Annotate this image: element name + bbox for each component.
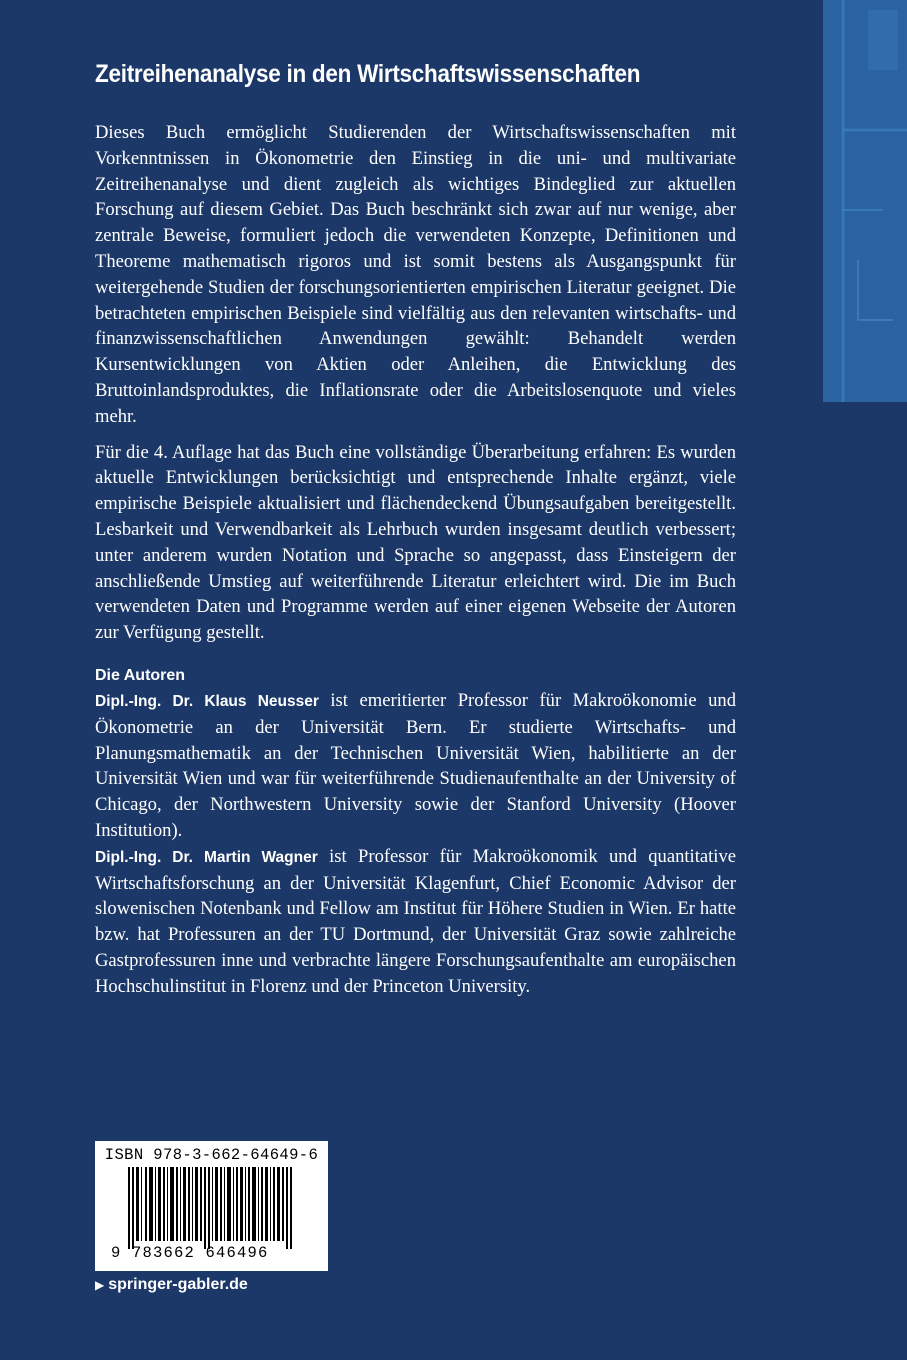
blurb bbox=[95, 120, 736, 1000]
author-name: Dipl.-Ing. Dr. Martin Wagner bbox=[95, 848, 318, 866]
authors-heading: Die Autoren bbox=[95, 666, 186, 684]
website-url[interactable]: springer-gabler.de bbox=[108, 1276, 248, 1293]
triangle-right-icon: ▶ bbox=[95, 1278, 105, 1292]
author-name: Dipl.-Ing. Dr. Klaus Neusser bbox=[95, 692, 319, 710]
author-bio: ist Professor für Makroökonomik und quantitative Wirtschaftsforschung an der Universität Klagenfurt, Chief Economic Advisor der slowenischen Notenbank und Fellow am Institut für Höhere Studien in Wien. Er hatte bzw. hat Professuren an der TU Dortmund, der Universität Graz sowie zahlreiche Gastprofessuren inne und verbrachte längere Forschungsaufenthalte am europäischen Hochschulinstitut in Florenz und der Princeton University. bbox=[95, 845, 736, 997]
description-paragraph: Für die 4. Auflage hat das Buch eine vollständige Überarbeitung erfahren: Es wurden aktuelle Entwicklungen berücksichtigt und entsprechende Inhalte ergänzt, viele empirische Beispiele aktualisiert und flächendeckend Übungsaufgaben bereitgestellt. Lesbarkeit und Verwendbarkeit als Lehrbuch wurden insgesamt deutlich verbessert; unter anderem wurden Notation und Sprache so angepasst, dass Einsteigern der anschließende Umstieg auf weiterführende Literatur erleichtert wird. Die im Buch verwendeten Daten und Programme werden auf einer eigenen Webseite der Autoren zur Verfügung gestellt. bbox=[95, 441, 736, 644]
ean-digits: 9 783662 646496 bbox=[111, 1244, 269, 1262]
author-bio: ist emeritierter Professor für Makroökonomie und Ökonometrie an der Universität Bern. Er studierte Wirtschafts- und Planungsmathematik an der Technischen Universität Wien, habilitierte an der Universität Wien und war für weiterführende Studienaufenthalte an der University of Chicago, der Northwestern University sowie der Stanford University (Hoover Institution). bbox=[95, 689, 736, 841]
cover-accent-graphic bbox=[823, 0, 907, 402]
author-entry bbox=[95, 844, 736, 1000]
publisher-website[interactable] bbox=[95, 1276, 248, 1294]
description-paragraph: Dieses Buch ermöglicht Studierenden der Wirtschaftswissenschaften mit Vorkenntnissen in Ökonometrie den Einstieg in die uni- und multivariate Zeitreihenanalyse und dient zugleich als wichtiges Bindeglied zur aktuellen Forschung auf diesem Gebiet. Das Buch beschränkt sich zwar auf nur wenige, aber zentrale Beweise, formuliert jedoch die verwendeten Konzepte, Definitionen und Theoreme mathematisch rigoros und ist somit bestens als Ausgangspunkt für weitergehende Studien der forschungsorientierten empirischen Literatur geeignet. Die betrachteten empirischen Beispiele sind vielfältig aus den relevanten wirtschafts- und finanzwissenschaftlichen Anwendungen gewählt: Behandelt werden Kursentwicklungen von Aktien oder Anleihen, die Entwicklung des Bruttoinlandsproduktes, die Inflationsrate oder die Arbeitslosenquote und vieles mehr. bbox=[95, 122, 736, 427]
cover-accent-image bbox=[823, 0, 907, 402]
isbn-barcode bbox=[95, 1141, 328, 1271]
author-entry bbox=[95, 688, 736, 844]
isbn-label: ISBN 978-3-662-64649-6 bbox=[104, 1146, 319, 1164]
book-title: Zeitreihenanalyse in den Wirtschaftswissenschaften bbox=[95, 60, 641, 88]
